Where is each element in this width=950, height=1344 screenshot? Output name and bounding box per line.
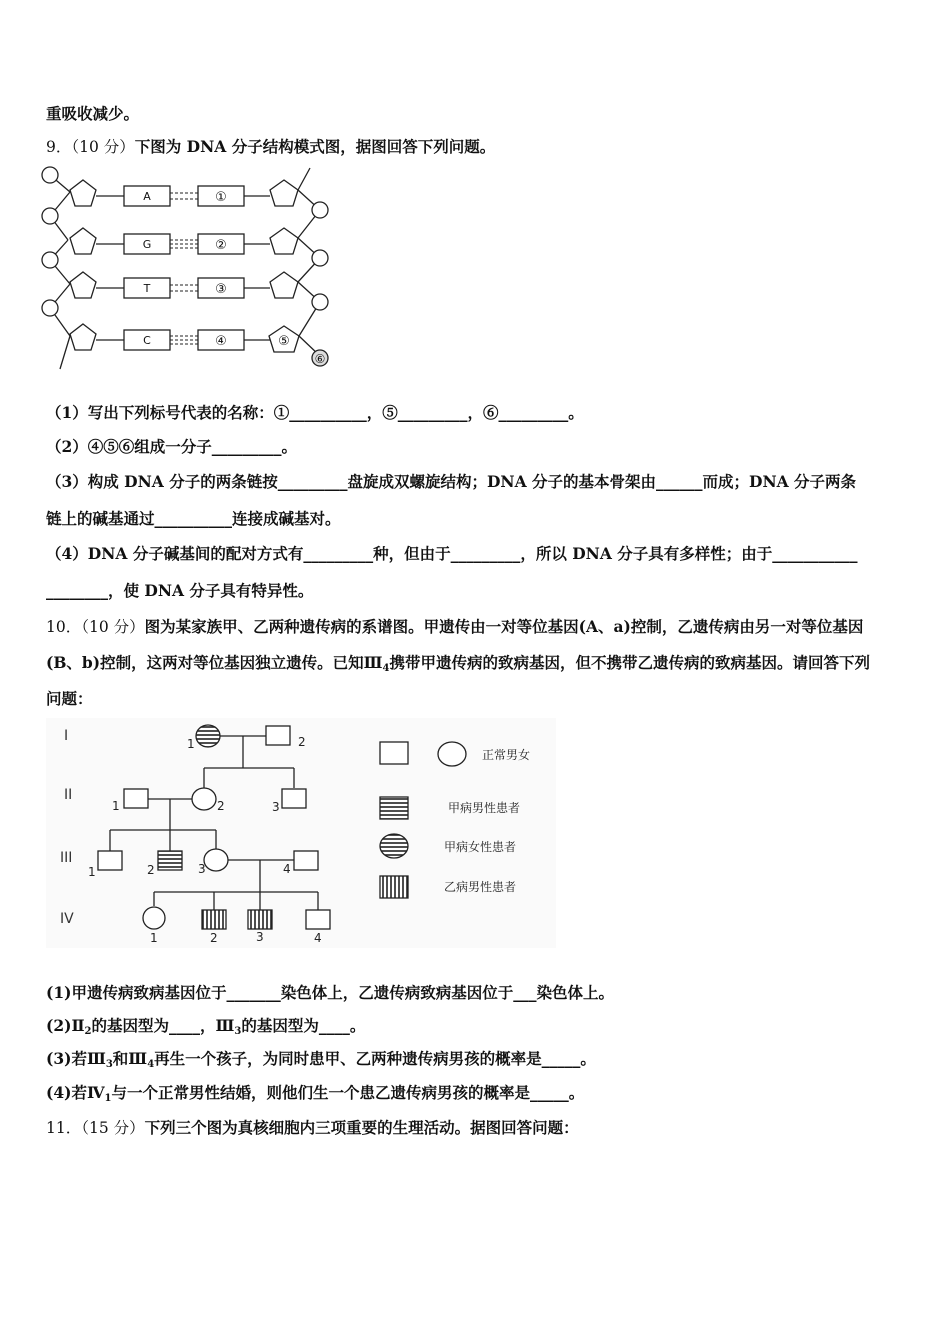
individual-number: 2 (147, 863, 155, 877)
individual-number: 1 (187, 737, 195, 751)
q9-stem (46, 136, 495, 158)
q9-sub3-b: 链上的碱基通过__________连接成碱基对。 (46, 509, 341, 528)
gen2-female (192, 788, 216, 810)
q10-stem-c: 问题： (46, 689, 93, 708)
individual-number: 3 (272, 800, 280, 814)
q9-sub2: （2）④⑤⑥组成一分子_________。 (46, 437, 298, 456)
gen3-male (294, 851, 318, 870)
q10-stem-a (46, 616, 863, 638)
q11-stem-text: 下列三个图为真核细胞内三项重要的生理活动。据图回答问题： (144, 1118, 579, 1137)
base-label: A (143, 190, 151, 203)
gen4-male (306, 910, 330, 929)
base-label: G (142, 238, 152, 251)
legend-label: 甲病男性患者 (448, 801, 521, 815)
individual-number: 2 (217, 799, 225, 813)
individual-number: 1 (112, 799, 120, 813)
q9-sub3-a: （3）构成 DNA 分子的两条链按_________盘旋成双螺旋结构；DNA 分子的基本骨架由______而成；DNA 分子两条 (46, 472, 857, 491)
gen1-female-affected (196, 725, 220, 747)
q10-stem-text: 图为某家族甲、乙两种遗传病的系谱图。甲遗传由一对等位基因(A、a)控制，乙遗传病由另一对等位基因 (144, 617, 864, 636)
individual-number: 1 (150, 931, 158, 945)
gen1-male (266, 726, 290, 745)
q10-sub3: (3)若$Ⅲ_3$和$Ⅲ_4$再生一个孩子，为同时患甲、乙两种遗传病男孩的概率是_____。 (46, 1049, 596, 1070)
q9-sub4-b: ________，使 DNA 分子具有特异性。 (46, 581, 314, 600)
base-number-label: ① (215, 190, 227, 205)
gen4-male-affected-b (202, 910, 226, 929)
gen3-female (204, 849, 228, 871)
q10-sub2: $(2)Ⅱ_2$的基因型为____，$Ⅲ_3$的基因型为____。 (46, 1016, 366, 1037)
gen4-male-affected-b (248, 910, 272, 929)
q9-sub1: （1）写出下列标号代表的名称：①__________，⑤_________，⑥_________。 (46, 403, 584, 422)
q9-score: （10 分） (71, 138, 135, 156)
individual-number: 1 (88, 865, 96, 879)
individual-number: 4 (283, 862, 291, 876)
q10-sub1: (1)甲遗传病致病基因位于_______染色体上，乙遗传病致病基因位于___染色体上。 (46, 983, 614, 1002)
generation-label: IV (60, 911, 74, 927)
phosphate-label: ⑥ (314, 352, 326, 366)
legend-label: 正常男女 (482, 748, 531, 762)
individual-number: 4 (314, 931, 322, 945)
base-number-label: ② (215, 238, 227, 253)
q11-number: 11． (46, 1119, 82, 1137)
q9-stem-text: 下图为 DNA 分子结构模式图，据图回答下列问题。 (134, 137, 496, 156)
legend-label: 乙病男性患者 (444, 880, 517, 894)
generation-label: I (64, 728, 69, 744)
base-label: T (143, 282, 151, 295)
sugar-label: ⑤ (278, 334, 290, 349)
q10-sub4: (4)若$Ⅳ_1$与一个正常男性结婚，则他们生一个患乙遗传病男孩的概率是_____。 (46, 1083, 585, 1104)
individual-number: 3 (256, 930, 264, 944)
dna-structure-diagram (38, 162, 338, 376)
q9-number: 9． (46, 138, 72, 156)
legend-label: 甲病女性患者 (444, 840, 517, 854)
individual-number: 2 (210, 931, 218, 945)
q11-stem (46, 1117, 579, 1139)
gen2-male (124, 789, 148, 808)
generation-label: II (64, 787, 73, 803)
q10-stem-b: (B、b)控制，这两对等位基因独立遗传。已知$Ⅲ_4$携带甲遗传病的致病基因，但不携带乙遗传病的致病基因。请回答下列 (46, 653, 870, 674)
continued-text: 重吸收减少。 (46, 104, 140, 123)
gen2-male (282, 789, 306, 808)
base-number-label: ④ (215, 334, 227, 349)
individual-number: 3 (198, 862, 206, 876)
generation-label: III (60, 850, 73, 866)
q10-score: （10 分） (81, 618, 145, 636)
base-number-label: ③ (215, 282, 227, 297)
gen3-male-affected-a (158, 851, 182, 870)
individual-number: 2 (298, 735, 306, 749)
q10-number: 10． (46, 618, 82, 636)
gen4-female (143, 907, 165, 929)
q9-sub4-a: （4）DNA 分子碱基间的配对方式有_________种，但由于_________，所以 DNA 分子具有多样性；由于___________ (46, 544, 858, 563)
pedigree-chart (46, 718, 556, 948)
gen3-male (98, 851, 122, 870)
q11-score: （15 分） (81, 1119, 145, 1137)
base-label: C (143, 334, 151, 347)
